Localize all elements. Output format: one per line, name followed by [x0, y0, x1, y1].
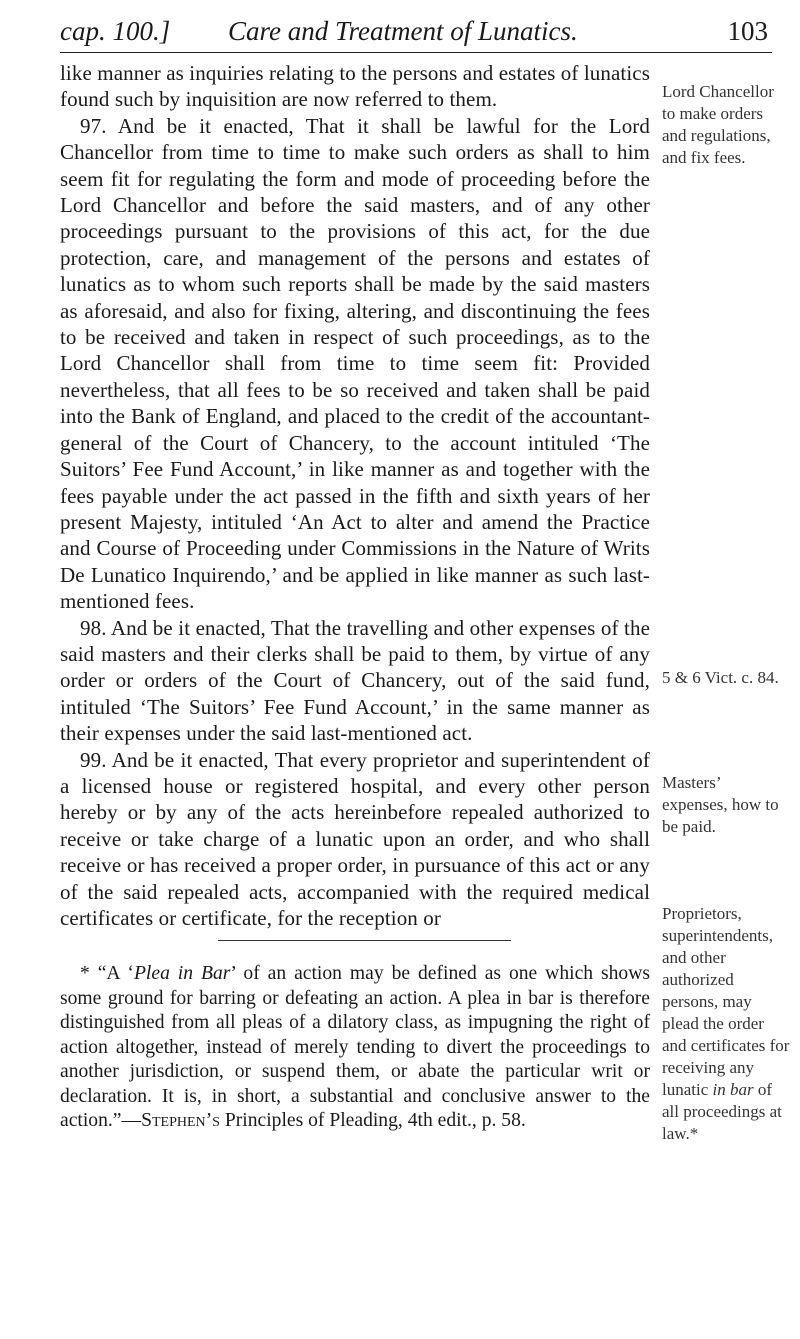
footnote-body: ’ of an action may be defined as one which shows some ground for barring or defeating an action. A plea in bar is therefore distinguished from all pleas of a dilatory class, as impugning the right of action altogether, instead of merely tending to divert the proceedings to another jurisdiction, or suspend them, or abate the particular writ or declaration. It is, in short, a substantial and conclusive answer to the action.”— [60, 963, 650, 1131]
footnote-term: Plea in Bar [133, 963, 231, 984]
footnote [60, 962, 650, 1134]
main-text [60, 60, 650, 931]
footnote-divider [218, 940, 511, 941]
margin-note-proprietors-em: in bar [712, 1080, 754, 1099]
section-99: 99. And be it enacted, That every proprietor and superintendent of a licensed house or registered hospital, and every other person hereby or by any of the acts hereinbefore repealed authorized to receive or take charge of a lunatic upon an order, and who shall receive or has received a proper order, in pursuance of this act or any of the said repealed acts, accompanied with the required medical certificates or certificate, for the reception or [60, 747, 650, 930]
footnote-author: Stephen’s [141, 1110, 220, 1131]
page-number: 103 [727, 16, 768, 46]
section-98: 98. And be it enacted, That the travelling and other expenses of the said masters and their clerks shall be paid to them, by virtue of any order or orders of the Court of Chancery, out of the said fund, intituled ‘The Suitors’ Fee Fund Account,’ in the same manner as their expenses under the said last-mentioned act. [60, 615, 650, 746]
margin-note-masters-expenses: Masters’ expenses, how to be paid. [662, 773, 779, 836]
margin-note-lord-chancellor: Lord Chancellor to make orders and regulations, and fix fees. [662, 82, 774, 167]
running-header [60, 12, 772, 53]
footnote-text [60, 962, 650, 1134]
running-title: Care and Treatment of Lunatics. [228, 16, 578, 46]
chapter-reference: cap. 100.] [60, 16, 171, 46]
margin-note-proprietors-b: of all proceedings at law.* [662, 1080, 782, 1143]
margin-note-proprietors [662, 903, 790, 1145]
paragraph-continuation: like manner as inquiries relating to the persons and estates of lunatics found such by inquisition are now referred to them. [60, 61, 650, 112]
footnote-source: Principles of Pleading, 4th edit., p. 58. [219, 1110, 526, 1131]
margin-note-proprietors-a: Proprietors, superintendents, and other authorized persons, may plead the order and certificates for receiving any lunatic [662, 904, 790, 1099]
margin-note-statute: 5 & 6 Vict. c. 84. [662, 668, 779, 687]
section-97: 97. And be it enacted, That it shall be lawful for the Lord Chancellor from time to time to make such orders as shall to him seem fit for regulating the form and mode of proceeding before the Lord Chancellor and before the said masters, and of any other proceedings pursuant to the provisions of this act, for the due protection, care, and management of the persons and estates of lunatics as to whom such reports shall be made by the said masters as aforesaid, and also for fixing, altering, and discontinuing the fees to be received and taken in respect of such proceedings, as to the Lord Chancellor shall from time to time seem fit: Provided nevertheless, that all fees to be so received and taken shall be paid into the Bank of England, and placed to the credit of the accountant-general of the Court of Chancery, to the account intituled ‘The Suitors’ Fee Fund Account,’ in like manner as and together with the fees payable under the act passed in the fifth and sixth years of her present Majesty, intituled ‘An Act to alter and amend the Practice and Course of Proceeding under Commissions in the Nature of Writs De Lunatico Inquirendo,’ and be applied in like manner as such last-mentioned fees. [60, 113, 650, 614]
footnote-marker: * “A ‘ [80, 963, 134, 984]
